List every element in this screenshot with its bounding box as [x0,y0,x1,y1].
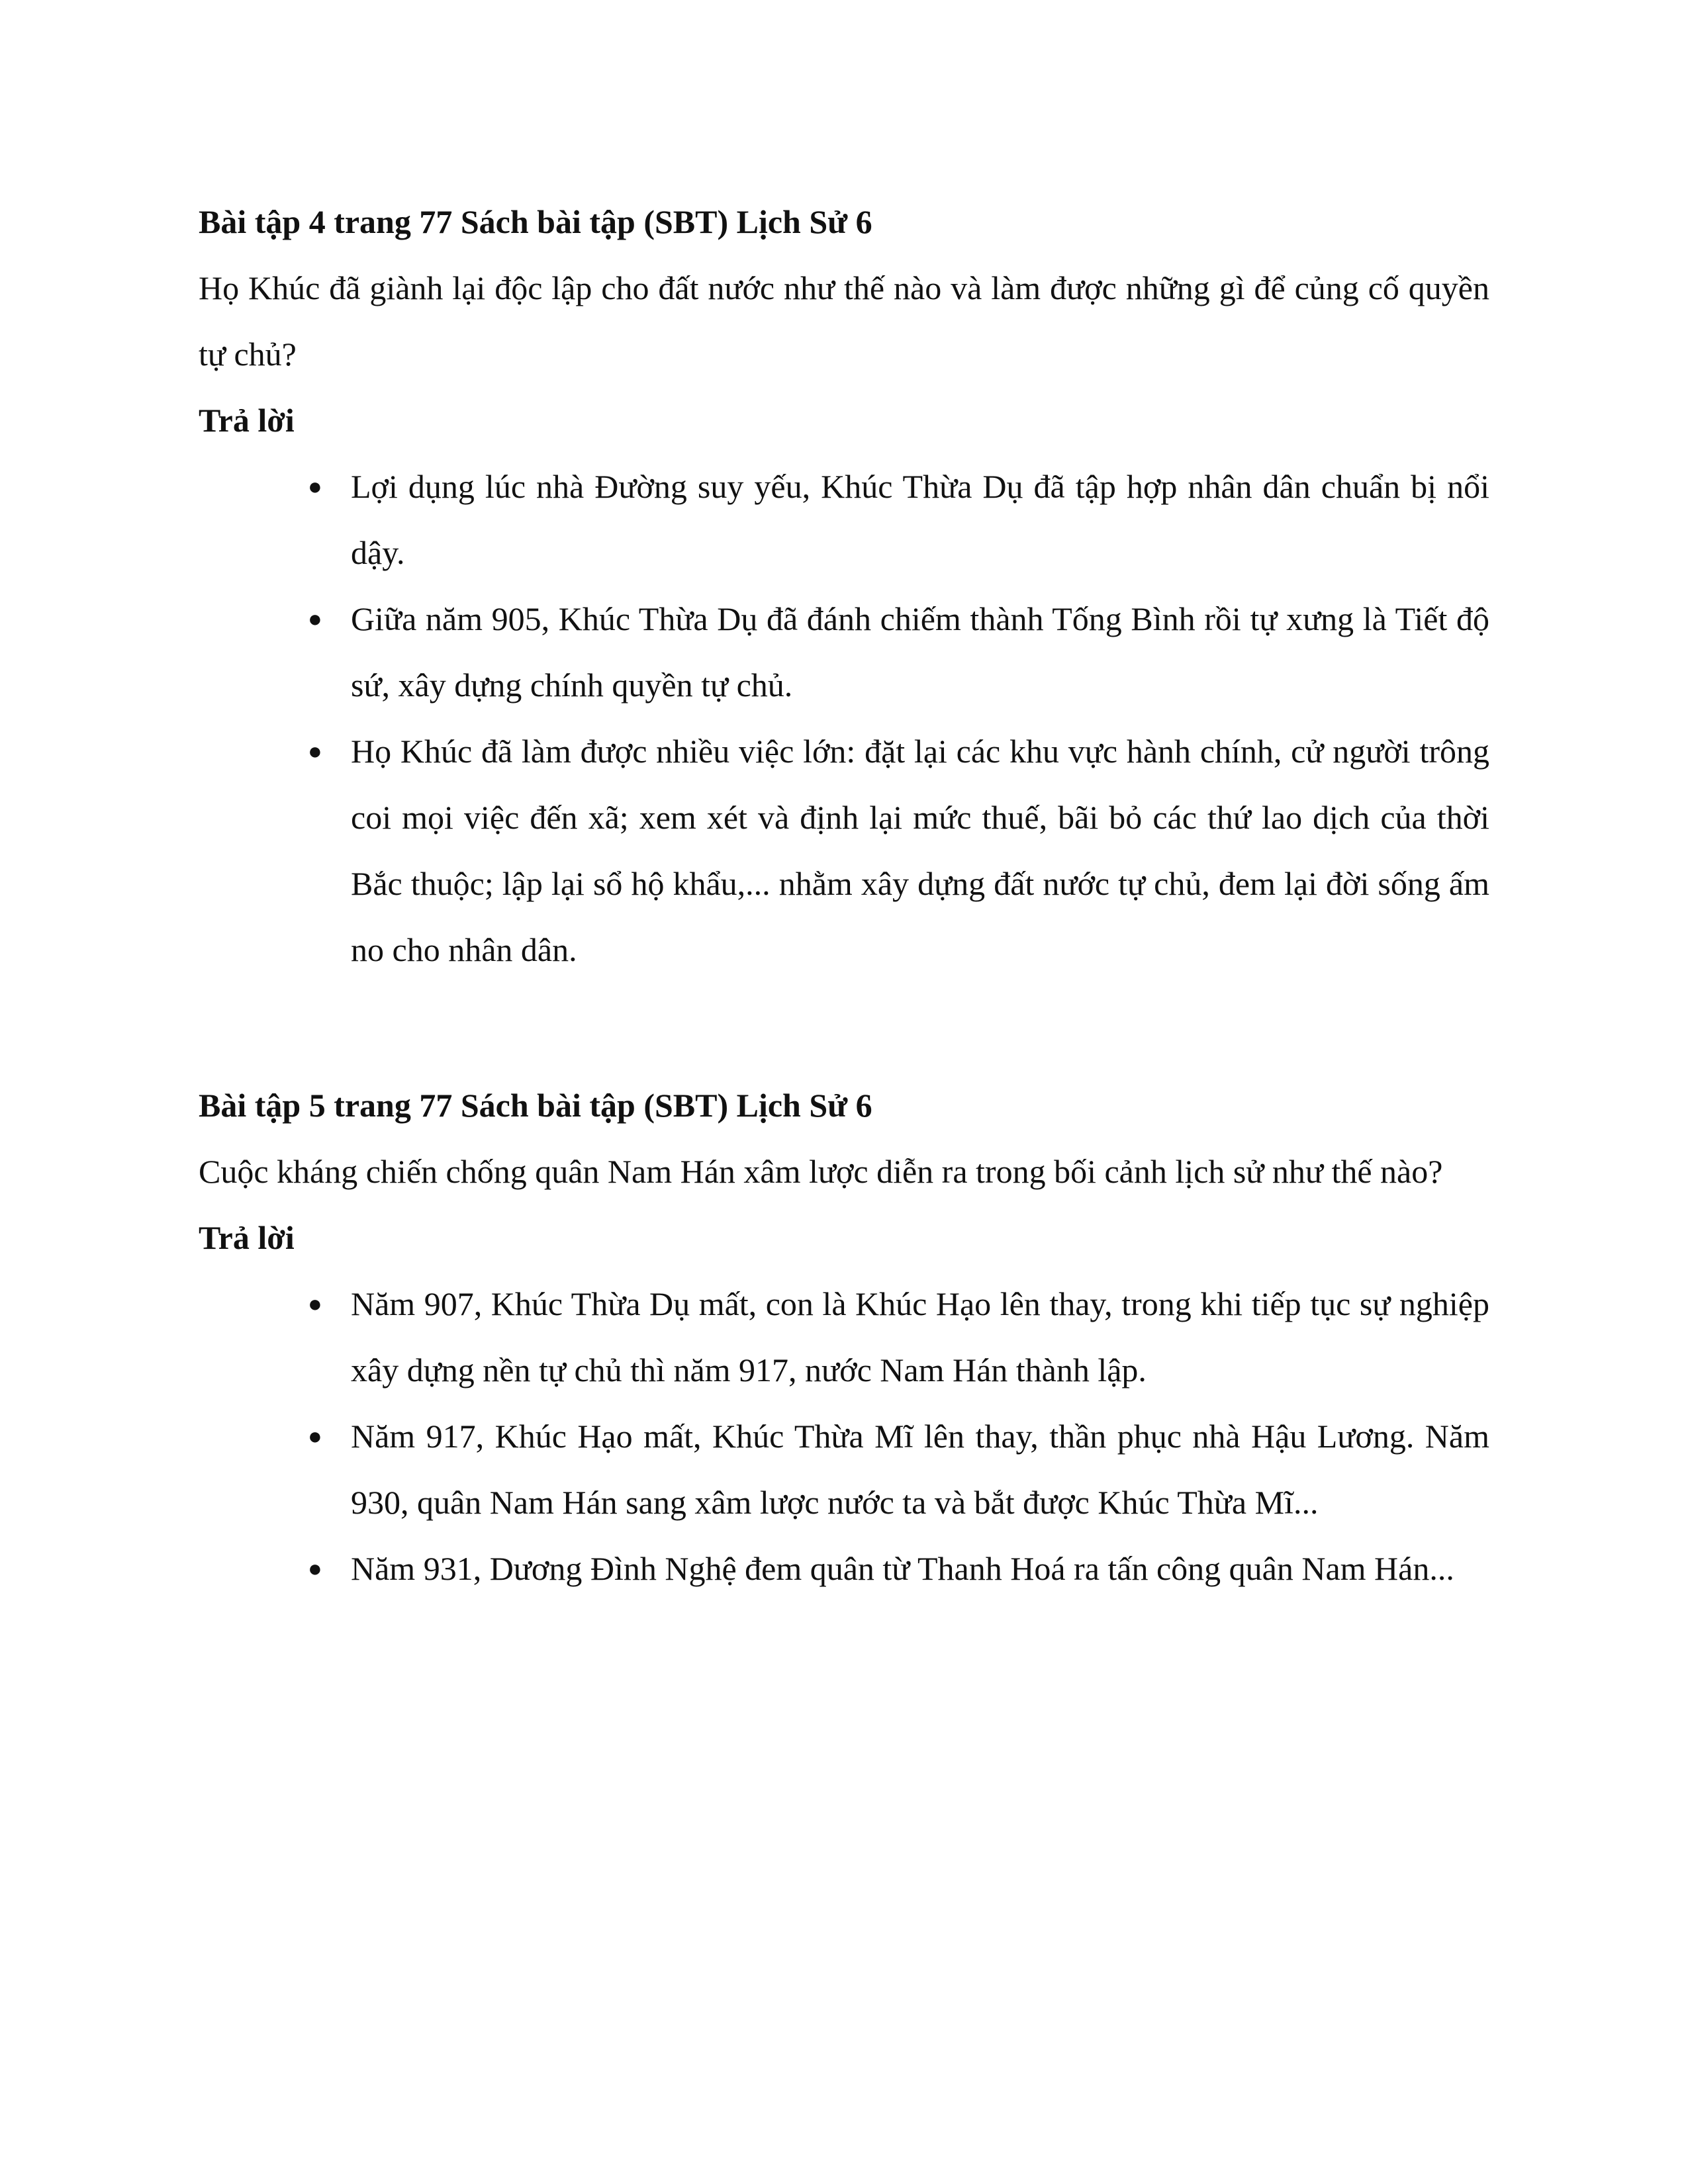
list-item-text: Năm 931, Dương Đình Nghệ đem quân từ Thanh Hoá ra tấn công quân Nam Hán... [351,1550,1454,1587]
list-item [199,1271,1489,1403]
exercise-5-question: Cuộc kháng chiến chống quân Nam Hán xâm lược diễn ra trong bối cảnh lịch sử như thế nào? [199,1153,1443,1190]
exercise-5-section [199,1072,1489,1602]
bullet-icon: ● [308,738,322,764]
section-spacer [199,983,1489,1072]
bullet-icon: ● [308,606,322,632]
exercise-4-answer-label: Trả lời [199,402,295,439]
list-item [199,586,1489,718]
list-item [199,718,1489,983]
list-item-text: Họ Khúc đã làm được nhiều việc lớn: đặt lại các khu vực hành chính, cử người trông coi mọi việc đến xã; xem xét và định lại mức thuế, bãi bỏ các thứ lao dịch của thời Bắc thuộc; lập lại sổ hộ khẩu,... nhằm xây dựng đất nước tự chủ, đem lại đời sống ấm no cho nhân dân. [351,733,1489,968]
list-item-text: Giữa năm 905, Khúc Thừa Dụ đã đánh chiếm thành Tống Bình rồi tự xưng là Tiết độ sứ, xây dựng chính quyền tự chủ. [351,600,1489,704]
exercise-4-section [199,189,1489,983]
bullet-icon: ● [308,1555,322,1582]
list-item-text: Năm 917, Khúc Hạo mất, Khúc Thừa Mĩ lên thay, thần phục nhà Hậu Lương. Năm 930, quân Nam Hán sang xâm lược nước ta và bắt được Khúc Thừa Mĩ... [351,1418,1489,1521]
bullet-icon: ● [308,1291,322,1317]
exercise-4-answer-list [199,453,1489,983]
list-item [199,453,1489,586]
list-item-text: Lợi dụng lúc nhà Đường suy yếu, Khúc Thừa Dụ đã tập hợp nhân dân chuẩn bị nổi dậy. [351,468,1489,571]
list-item [199,1535,1489,1602]
bullet-icon: ● [308,1423,322,1449]
exercise-4-question: Họ Khúc đã giành lại độc lập cho đất nước như thế nào và làm được những gì để củng cố quyền tự chủ? [199,269,1489,373]
list-item-text: Năm 907, Khúc Thừa Dụ mất, con là Khúc Hạo lên thay, trong khi tiếp tục sự nghiệp xây dựng nền tự chủ thì năm 917, nước Nam Hán thành lập. [351,1285,1489,1388]
list-item [199,1403,1489,1535]
document-page [199,189,1489,1602]
exercise-4-heading: Bài tập 4 trang 77 Sách bài tập (SBT) Lịch Sử 6 [199,203,872,240]
exercise-5-heading: Bài tập 5 trang 77 Sách bài tập (SBT) Lịch Sử 6 [199,1087,872,1124]
bullet-icon: ● [308,473,322,500]
exercise-5-answer-list [199,1271,1489,1602]
exercise-5-answer-label: Trả lời [199,1219,295,1256]
